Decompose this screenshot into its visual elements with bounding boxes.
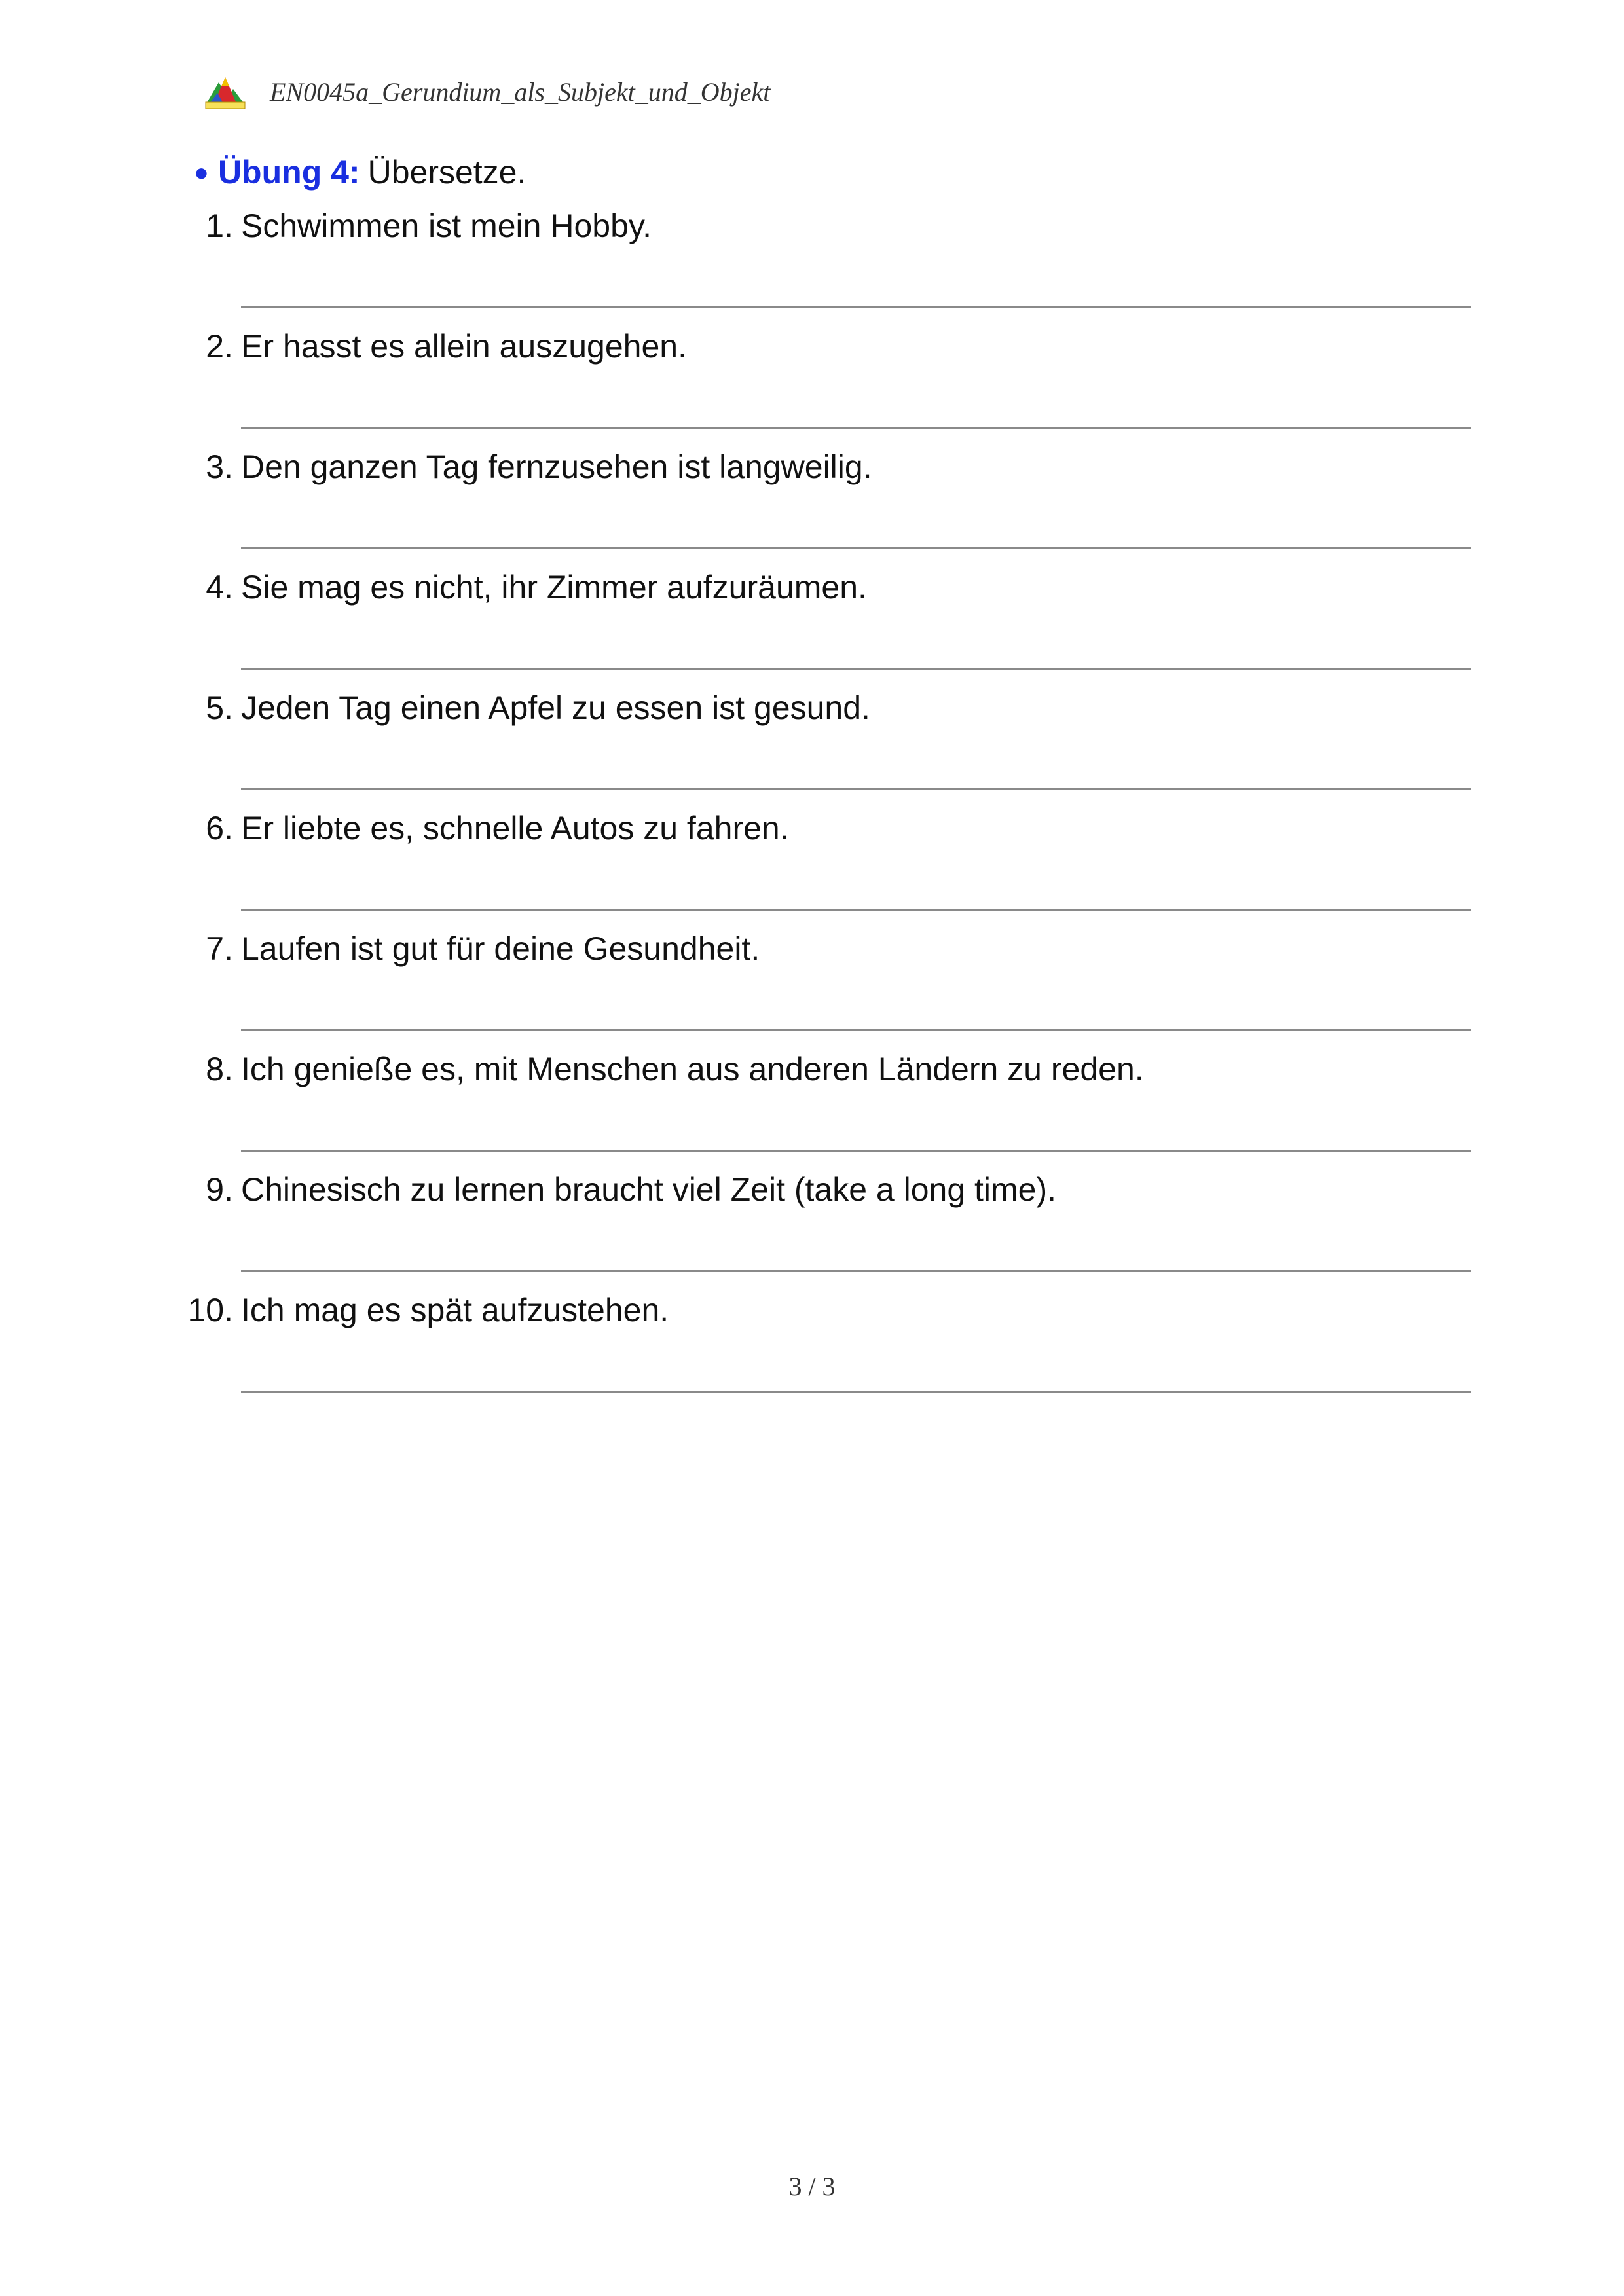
page-number: 3 / 3 — [788, 2172, 836, 2201]
exercise-item — [0, 809, 1624, 930]
answer-line[interactable] — [241, 1391, 1471, 1393]
exercise-number: 5. — [206, 689, 233, 726]
exercise-item — [0, 1291, 1624, 1412]
task-bullet: ● — [194, 159, 209, 187]
exercise-text: Jeden Tag einen Apfel zu essen ist gesund. — [241, 689, 870, 726]
answer-line[interactable] — [241, 668, 1471, 670]
answer-line[interactable] — [241, 909, 1471, 911]
exercise-item — [0, 930, 1624, 1050]
exercise-number: 4. — [206, 569, 233, 606]
answer-line[interactable] — [241, 1270, 1471, 1272]
exercise-item — [0, 207, 1624, 327]
answer-line[interactable] — [241, 788, 1471, 790]
exercise-number: 1. — [206, 208, 233, 244]
task-instruction: Übersetze. — [367, 154, 526, 191]
exercise-number: 9. — [206, 1171, 233, 1208]
exercise-item — [0, 689, 1624, 809]
exercise-text: Er liebte es, schnelle Autos zu fahren. — [241, 810, 789, 847]
exercise-item — [0, 448, 1624, 568]
mountain-logo-icon — [204, 73, 246, 110]
answer-line[interactable] — [241, 1150, 1471, 1152]
exercise-number: 2. — [206, 328, 233, 365]
exercise-number: 6. — [206, 810, 233, 847]
answer-line[interactable] — [241, 1029, 1471, 1031]
exercise-item — [0, 327, 1624, 448]
exercise-text: Er hasst es allein auszugehen. — [241, 328, 687, 365]
exercise-text: Schwimmen ist mein Hobby. — [241, 208, 652, 244]
document-title: EN0045a_Gerundium_als_Subjekt_und_Objekt — [270, 77, 771, 107]
exercise-text: Sie mag es nicht, ihr Zimmer aufzuräumen. — [241, 569, 867, 606]
exercise-number: 8. — [206, 1051, 233, 1087]
exercise-item — [0, 1050, 1624, 1171]
exercise-list — [0, 207, 1624, 1412]
exercise-item — [0, 568, 1624, 689]
exercise-text: Chinesisch zu lernen braucht viel Zeit (take a long time). — [241, 1171, 1057, 1208]
answer-line[interactable] — [241, 547, 1471, 549]
page-header — [204, 71, 770, 113]
exercise-text: Den ganzen Tag fernzusehen ist langweilig. — [241, 448, 872, 485]
task-heading — [194, 153, 526, 191]
exercise-item — [0, 1171, 1624, 1291]
exercise-text: Ich genieße es, mit Menschen aus anderen Ländern zu reden. — [241, 1051, 1144, 1087]
exercise-text: Laufen ist gut für deine Gesundheit. — [241, 930, 760, 967]
answer-line[interactable] — [241, 427, 1471, 429]
exercise-number: 3. — [206, 448, 233, 485]
exercise-number: 7. — [206, 930, 233, 967]
task-label: Übung 4: — [217, 154, 360, 191]
answer-line[interactable] — [241, 306, 1471, 308]
exercise-number: 10. — [187, 1292, 233, 1328]
exercise-text: Ich mag es spät aufzustehen. — [241, 1292, 669, 1328]
